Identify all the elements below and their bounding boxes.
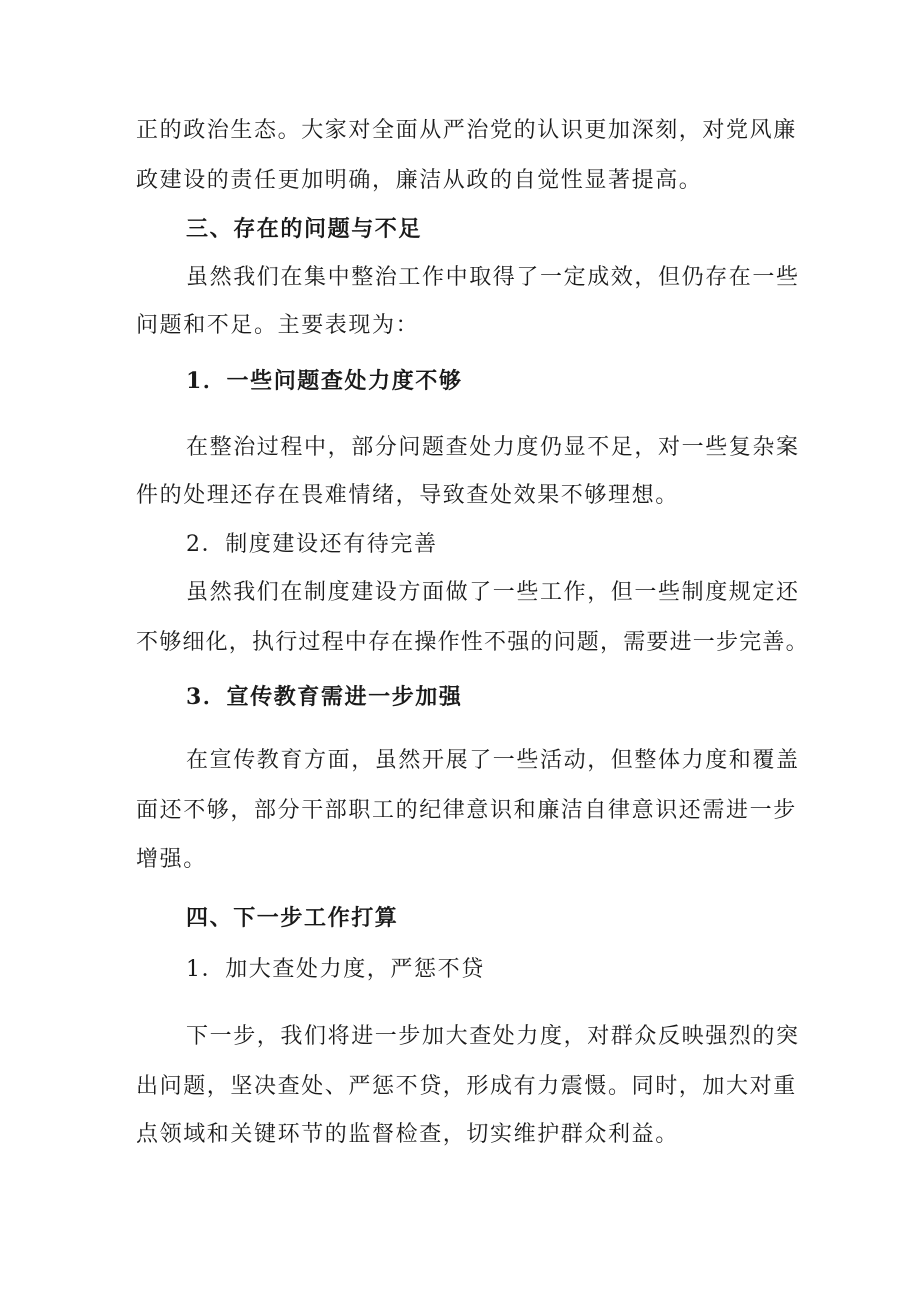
paragraph-line: 正的政治生态。大家对全面从严治党的认识更加深刻，对党风廉 — [136, 118, 797, 143]
section-heading: 三、存在的问题与不足 — [186, 216, 423, 242]
subsection-heading: 3．宣传教育需进一步加强 — [186, 684, 463, 710]
subsection-heading: 2．制度建设还有待完善 — [186, 532, 438, 557]
paragraph-line: 政建设的责任更加明确，廉洁从政的自觉性显著提高。 — [136, 168, 703, 193]
paragraph-line: 点领域和关键环节的监督检查，切实维护群众利益。 — [136, 1122, 679, 1147]
paragraph-line: 件的处理还存在畏难情绪，导致查处效果不够理想。 — [136, 483, 679, 508]
paragraph-line: 在宣传教育方面，虽然开展了一些活动，但整体力度和覆盖 — [186, 748, 800, 773]
section-heading: 四、下一步工作打算 — [186, 905, 399, 931]
subsection-heading: 1．一些问题查处力度不够 — [186, 368, 463, 394]
paragraph-line: 面还不够，部分干部职工的纪律意识和廉洁自律意识还需进一步 — [136, 798, 797, 823]
paragraph-line: 问题和不足。主要表现为： — [136, 313, 420, 338]
paragraph-line: 虽然我们在制度建设方面做了一些工作，但一些制度规定还 — [186, 580, 800, 605]
paragraph-line: 出问题，坚决查处、严惩不贷，形成有力震慑。同时，加大对重 — [136, 1074, 797, 1099]
paragraph-line: 不够细化，执行过程中存在操作性不强的问题，需要进一步完善。 — [136, 630, 809, 655]
subsection-heading: 1．加大查处力度，严惩不贷 — [186, 957, 485, 982]
paragraph-line: 增强。 — [136, 847, 207, 872]
paragraph-line: 虽然我们在集中整治工作中取得了一定成效，但仍存在一些 — [186, 265, 800, 290]
paragraph-line: 下一步，我们将进一步加大查处力度，对群众反映强烈的突 — [186, 1024, 800, 1049]
paragraph-line: 在整治过程中，部分问题查处力度仍显不足，对一些复杂案 — [186, 435, 800, 460]
